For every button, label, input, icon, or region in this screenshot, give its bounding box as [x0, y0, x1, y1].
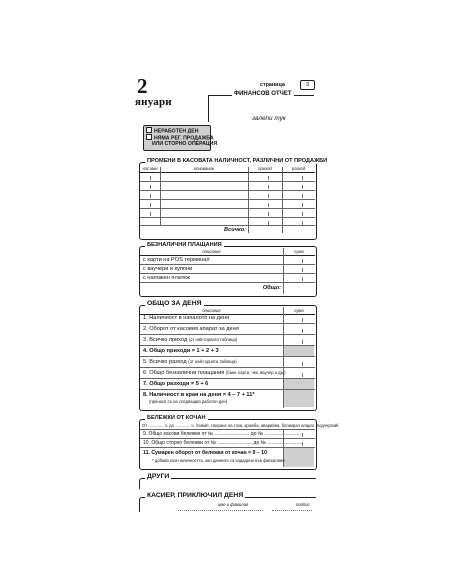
day-total-row-8: 8. Наличност в края на деня = 4 – 7 + 11*: [143, 392, 255, 398]
receipts-row-9: 9. Общо касови бележки от № ......................... до № ..........................: [143, 431, 301, 437]
cash-changes-title: ПРОМЕНИ В КАСОВАТА НАЛИЧНОСТ, РАЗЛИЧНИ ОТ ПРОДАЖБИ: [147, 158, 328, 164]
receipts-footnote: * добава към наличността, ако данните са издадени във фискалния: [152, 458, 285, 463]
stamp-note: залепи тук: [252, 115, 286, 122]
status-box: [143, 125, 218, 151]
day-total-col-sum: сума: [294, 308, 304, 313]
cashier-title: КАСИЕР, ПРИКЛЮЧИЛ ДЕНЯ: [147, 492, 244, 499]
financial-report-title: ФИНАНСОВ ОТЧЕТ: [234, 91, 292, 97]
col-reason: основание: [193, 166, 215, 171]
other-title: ДРУГИ: [147, 473, 170, 480]
cashless-col-sum: сума: [294, 249, 304, 254]
cashless-row-pos: с карти на POS терминал: [143, 257, 210, 263]
page-label: страница: [260, 82, 285, 88]
day-total-row-1: 1. Наличност в началото на деня: [143, 315, 230, 321]
cashless-row-vouchers: с ваучери и купони: [143, 266, 193, 272]
col-expense: разход: [291, 166, 306, 171]
day-total-footnote: (пренася се на следващия работен ден): [149, 399, 228, 404]
receipts-title: БЕЛЕЖКИ ОТ КОЧАН: [147, 415, 206, 421]
page-number: 3: [300, 80, 315, 90]
col-income: приход: [258, 166, 272, 171]
cashless-total-label: Общо:: [262, 285, 281, 291]
day-total-row-7: 7. Общо разходи = 5 + 6: [143, 381, 209, 387]
month-name: януари: [135, 96, 172, 108]
checkbox-icon[interactable]: [146, 134, 152, 140]
receipts-row-10: 10. Общо сторно бележки от № ......................... до № ..........................: [143, 440, 304, 446]
status-option-no-sales[interactable]: НЯМА РЕГ. ПРОДАЖБА: [146, 134, 214, 142]
cashless-col-desc: описание: [202, 249, 221, 254]
cashless-title: БЕЗНАЛИЧНИ ПЛАЩАНИЯ: [147, 242, 222, 248]
cashier-name-label: име и фамилия: [218, 502, 249, 507]
receipts-row-11: 11. Сумарен оборот от бележки от кочан = 9 – 10: [143, 450, 267, 456]
cashless-row-cod: с наложен платеж: [143, 275, 190, 281]
day-total-row-4: 4. Общо приходи = 1 + 2 + 3: [143, 348, 219, 354]
day-total-col-desc: описание: [202, 308, 221, 313]
day-total-row-2: 2. Оборот от касовия апарат за деня: [143, 326, 239, 332]
checkbox-icon[interactable]: [146, 127, 152, 133]
receipts-from-text: От ............. ч. до ............. ч. /лимит, спиране на тока, кражба, аварийна, блокирал апарат /подчертай/: [142, 423, 339, 428]
day-total-row-5: 5. Всичко разход (от най-горната таблица): [143, 359, 237, 365]
day-total-row-6: 6. Общо безналични плащания (банк. карти, чек, ваучер и др.): [143, 370, 286, 376]
col-time: час:мин: [142, 166, 158, 171]
day-total-title: ОБЩО ЗА ДЕНЯ: [147, 300, 202, 307]
status-option-non-working-day[interactable]: НЕРАБОТЕН ДЕН: [146, 127, 198, 135]
status-option-storno: ИЛИ СТОРНО ОПЕРАЦИЯ: [152, 141, 218, 147]
cashier-signature-label: подпис: [296, 502, 310, 507]
cash-changes-total-label: Всичко:: [224, 227, 246, 233]
day-number: 2: [137, 74, 148, 98]
day-total-row-3: 3. Всичко приход (от най-горната таблица): [143, 337, 238, 343]
